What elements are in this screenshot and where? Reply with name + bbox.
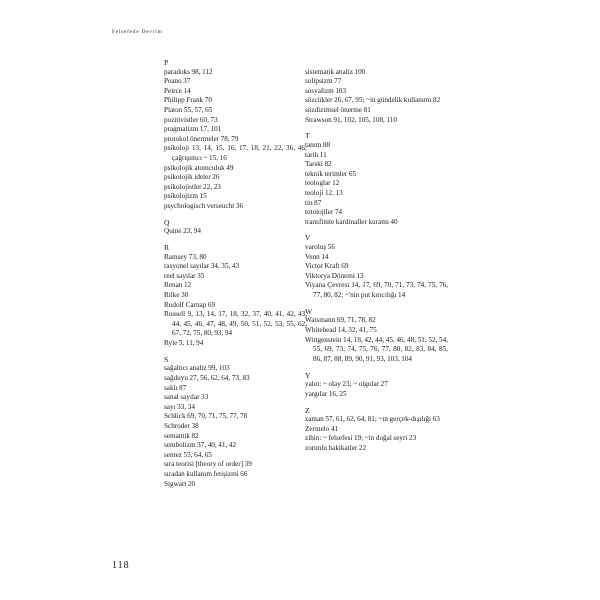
index-entry: sağduyu 27, 56, 62, 64, 73, 83 (164, 373, 250, 382)
index-entry: sıradan kullanım fetişizmi 66 (164, 469, 248, 478)
index-entry: Renan 12 (164, 281, 192, 290)
index-entry: Peano 37 (164, 77, 191, 86)
index-entry: sağaltıcı analiz 99, 103 (164, 364, 230, 373)
index-entry: protokol önermeler 78, 79 (164, 134, 239, 143)
index-entry: psikolojistler 22, 23 (164, 182, 221, 191)
index-entry: teknik terimler 65 (305, 169, 357, 178)
index-entry: zorunlu hakikatler 22 (305, 443, 367, 452)
index-entry: transfinite kardinaller kuramı 40 (305, 217, 398, 226)
section-letter (305, 58, 448, 68)
index-entry: Schroder 38 (164, 421, 199, 430)
section-letter: Y (305, 370, 311, 380)
index-entry: Whitehead 14, 32, 41, 75 (305, 326, 377, 334)
section-letter: Z (305, 405, 310, 415)
index-entry: Russell 9, 13, 14, 17, 18, 32, 37, 40, 41, 42, 43, 44, 45, 46, 47, 48, 49, 50, 51, 52, 53, 55, 62, 67, 72, 75, 80, 93, 94 (164, 310, 307, 338)
index-entry: varoluş 56 (305, 243, 335, 252)
index-entry: solipsizm 77 (305, 77, 342, 86)
index-entry: psikoloji 13, 14, 15, 16, 17, 18, 21, 22, 36, 46; çağrışımcı ~ 15, 16 (164, 144, 307, 162)
index-entry: yalın: ~ olay 23; ~ olgular 27 (305, 380, 388, 389)
index-section (164, 58, 307, 212)
index-entry: Rudolf Carnap 69 (164, 300, 216, 309)
index-entry: Viktorya Dönemi 13 (305, 271, 364, 280)
index-entry: psikolojizm 15 (164, 192, 207, 201)
index-entry: Victor Kraft 69 (305, 262, 349, 271)
index-entry: rasyonel sayılar 34, 35, 43 (164, 262, 240, 271)
index-entry: Peirce 14 (164, 86, 191, 95)
section-letter: S (164, 354, 169, 364)
index-entry: sanal sayılar 33 (164, 393, 209, 402)
index-entry: pozitivistler 60, 73 (164, 115, 218, 124)
section-letter: R (164, 243, 170, 253)
index-entry: Rilke 30 (164, 291, 189, 300)
index-entry: Platon 55, 57, 65 (164, 105, 213, 114)
index-entry: sosyalizm 103 (305, 86, 347, 95)
index-entry: sözcükler 26, 67, 95; ~in gündelik kullanımı 82 (305, 96, 441, 105)
index-section (164, 218, 307, 237)
index-entry: tarih 11 (305, 150, 327, 159)
index-entry: Zermelo 41 (305, 424, 339, 433)
index-column-left (164, 58, 307, 489)
index-entry: Wittgenstein 14, 18, 42, 44, 45, 46, 48, 51, 52, 54, 55, 69, 73, 74, 75, 76, 77, 80, 82, 83, 84, 85, 86, 87, 88, 89, 90, 91, 93, 103, 104 (305, 335, 448, 363)
index-entry: Schlick 69, 70, 71, 75, 77, 78 (164, 412, 248, 421)
index-entry: psikolojik atomculuk 49 (164, 163, 234, 172)
index-section (305, 58, 448, 125)
index-entry: Sigwart 20 (164, 479, 196, 488)
running-head: Felsefede Devrim (112, 29, 163, 35)
index-entry: Ramsey 73, 80 (164, 252, 207, 261)
index-entry: Quine 23, 94 (164, 227, 201, 236)
index-entry: psychologisch verseucht 36 (164, 201, 244, 210)
index-entry: paradoks 98, 112 (164, 67, 213, 76)
index-entry: sayı 33, 34 (164, 402, 195, 411)
index-entry: sözdizimsel önerme 81 (305, 105, 371, 114)
index-section (305, 307, 448, 365)
index-entry: yargılar 16, 25 (305, 389, 347, 398)
index-entry: sembolizm 37, 40, 41, 42 (164, 441, 237, 450)
index-entry: tanım 88 (305, 140, 331, 149)
index-section (164, 243, 307, 349)
index-entry: pragmatizm 17, 101 (164, 125, 222, 134)
index-entry: psikolojik ideler 26 (164, 173, 220, 182)
index-entry: Waismann 69, 71, 78, 82 (305, 316, 376, 325)
index-entry: Tarski 82 (305, 160, 332, 169)
index-entry: saklı 87 (164, 383, 187, 392)
index-entry: Strawson 91, 102, 105, 108, 110 (305, 115, 397, 124)
index-entry: Philipp Frank 70 (164, 96, 212, 105)
index-entry: Viyana Çevresi 14, 17, 69, 70, 71, 73, 74, 75, 76, 77, 80, 82; ~'nin put kırıcılığı 14 (305, 281, 448, 300)
index-entry: sistematik analiz 100 (305, 67, 366, 76)
index-entry: tin 87 (305, 198, 322, 207)
page-number: 118 (112, 560, 130, 571)
section-letter: V (305, 233, 311, 243)
index-entry: teologlar 12 (305, 179, 340, 188)
section-letter: W (305, 306, 313, 316)
index-section (164, 355, 307, 489)
index-section (305, 371, 448, 400)
index-section (305, 406, 448, 454)
index-column-right (305, 58, 448, 454)
index-entry: semantik 82 (164, 431, 199, 440)
index-section (305, 233, 448, 300)
section-letter: T (305, 131, 310, 141)
index-section (305, 131, 448, 227)
index-entry: Ryle 5, 11, 94 (164, 339, 204, 347)
index-entry: sıra teorisi [theory of order] 39 (164, 460, 252, 469)
index-entry: zaman 57, 61, 62, 64, 81; ~ın gerçek-dışılığı 63 (305, 415, 440, 424)
section-letter: P (164, 58, 169, 67)
index-entry: totolojiler 74 (305, 208, 343, 217)
index-entry: teoloji 12, 13 (305, 188, 343, 197)
index-entry: sentez 55, 64, 65 (164, 450, 212, 459)
section-letter: Q (164, 217, 170, 227)
index-entry: reel sayılar 35 (164, 271, 205, 280)
index-entry: Venn 14 (305, 252, 329, 261)
index-entry: zihin: ~ felsefesi 19; ~in doğal seyri 23 (305, 434, 417, 443)
